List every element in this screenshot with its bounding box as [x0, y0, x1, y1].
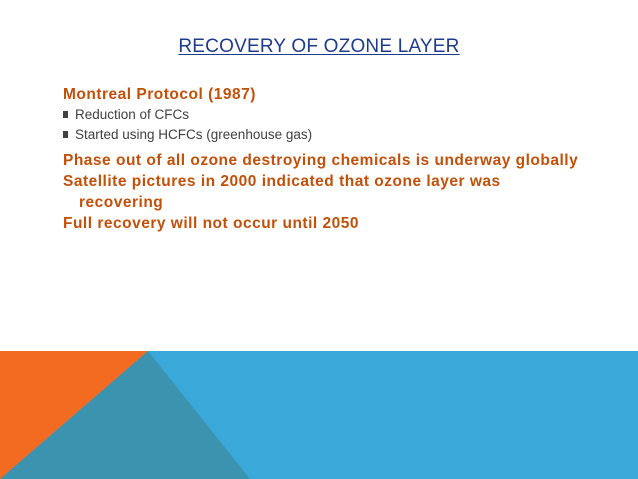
square-bullet-icon — [63, 131, 70, 138]
bullet-item-satellite-pictures: Satellite pictures in 2000 indicated that ozone layer was recovering — [63, 173, 501, 211]
sub-bullet-item-hcfcs — [63, 125, 583, 145]
sub-bullet-text: Started using HCFCs (greenhouse gas) — [75, 127, 313, 142]
bullet-item-full-recovery: Full recovery will not occur until 2050 — [63, 215, 359, 232]
bullet-item-phase-out: Phase out of all ozone destroying chemicals is underway globally — [63, 152, 579, 169]
bullet-list — [63, 84, 583, 234]
sub-bullet-item-reduction-cfcs — [63, 105, 583, 125]
bullet-item-montreal-protocol: Montreal Protocol (1987) — [63, 86, 256, 103]
decorative-footer-band — [0, 351, 638, 479]
slide-title: RECOVERY OF OZONE LAYER — [178, 36, 460, 57]
square-bullet-icon — [63, 111, 70, 118]
footer-shapes — [0, 351, 638, 479]
sub-bullet-text: Reduction of CFCs — [75, 107, 190, 122]
